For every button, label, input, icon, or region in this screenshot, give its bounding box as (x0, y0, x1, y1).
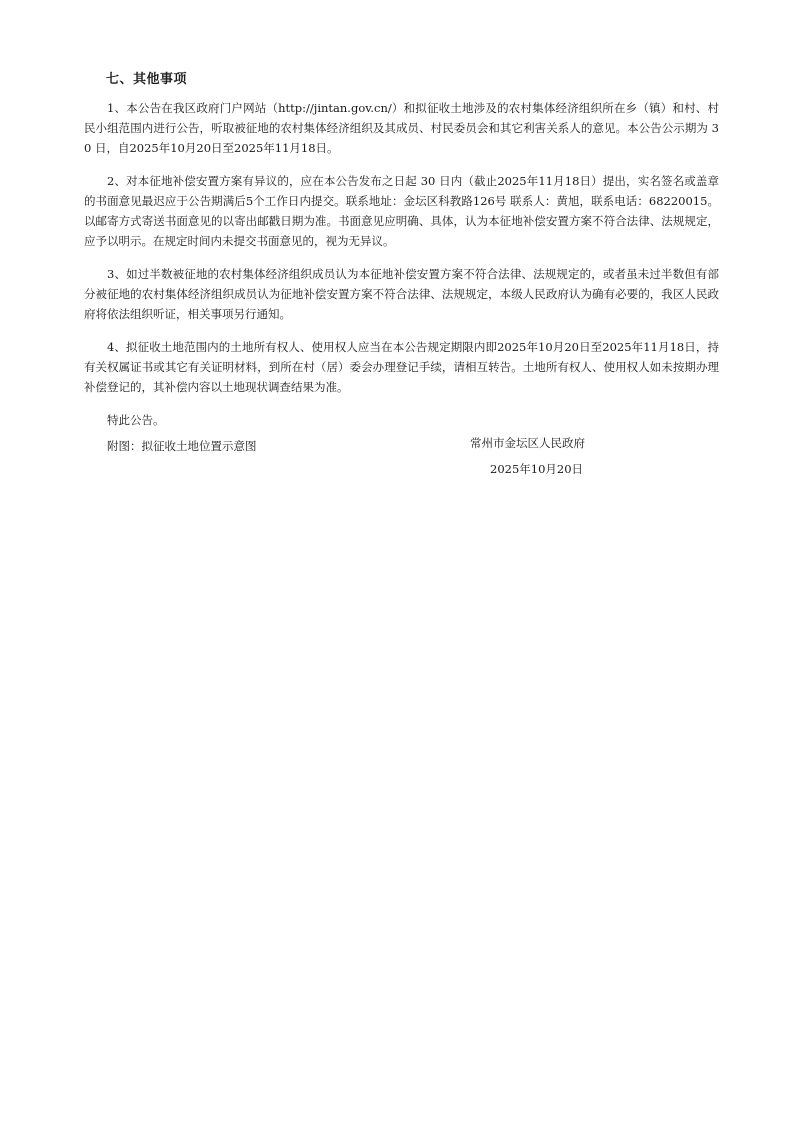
section-heading: 七、其他事项 (106, 72, 188, 87)
document-body (84, 70, 719, 462)
issuer-name: 常州市金坛区人民政府 (470, 436, 585, 450)
issue-date: 2025年10月20日 (490, 462, 584, 476)
paragraph-4: 4、拟征收土地范围内的土地所有权人、使用权人应当在本公告规定期限内即2025年10月20日至2025年11月18日，持有关权属证书或其它有关证明材料，到所在村（居）委会办理登记手续，请相互转告。土地所有权人、使用权人如未按期办理补偿登记的，其补偿内容以土地现状调查结果为准。 (84, 340, 719, 394)
signature-block (470, 430, 670, 482)
paragraph-2: 2、对本征地补偿安置方案有异议的，应在本公告发布之日起 30 日内（截止2025年11月18日）提出，实名签名或盖章的书面意见最迟应于公告期满后5个工作日内提交。联系地址：金坛区科教路126号 联系人：黄旭，联系电话：68220015。以邮寄方式寄送书面意见的以寄出邮戳日期为准。书面意见应明确、具体，认为本征地补偿安置方案不符合法律、法规规定，应予以明示。在规定时间内未提交书面意见的，视为无异议。 (84, 174, 719, 248)
paragraph-1: 1、本公告在我区政府门户网站（http://jintan.gov.cn/）和拟征收土地涉及的农村集体经济组织所在乡（镇）和村、村民小组范围内进行公告，听取被征地的农村集体经济组织及其成员、村民委员会和其它利害关系人的意见。本公告公示期为 30 日，自2025年10月20日至2025年11月18日。 (84, 101, 719, 155)
closing-text: 特此公告。 (107, 413, 165, 427)
attachment-note: 附图：拟征收土地位置示意图 (107, 439, 257, 453)
paragraph-3: 3、如过半数被征地的农村集体经济组织成员认为本征地补偿安置方案不符合法律、法规规定的，或者虽未过半数但有部分被征地的农村集体经济组织成员认为征地补偿安置方案不符合法律、法规规定，本级人民政府认为确有必要的，我区人民政府将依法组织听证，相关事项另行通知。 (84, 267, 719, 321)
